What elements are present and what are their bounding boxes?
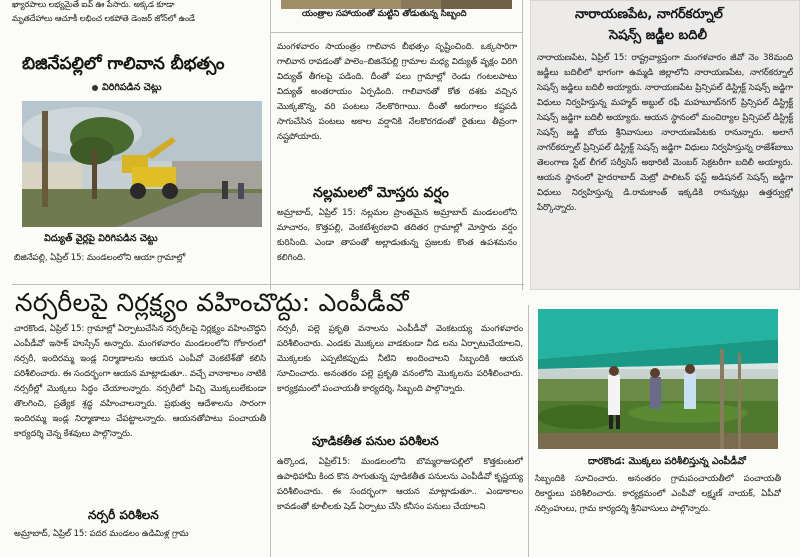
- snippet-line-1: ఖ్యారపాలు లభ్యమైతే ఐవ్ ఊ పేసారు. అక్కడ కూడా: [12, 0, 175, 9]
- bullet-icon: [92, 85, 98, 91]
- judge-transfer-box: [530, 0, 800, 290]
- nallamala-headline: నల్లమలలో మోస్తరు వర్షం: [313, 185, 449, 201]
- fallen-tree-photo: [22, 101, 262, 227]
- bijinepalli-subhead: [92, 82, 162, 95]
- column-divider: [528, 305, 529, 557]
- nursery-inspection-body: అమ్రాబాద్, ఏప్రిల్ 15: పదర మండలం ఉడిమిళ్ల గ్రామ: [14, 529, 189, 539]
- bijinepalli-photo-caption: విద్యుత్ వైర్లపై విరిగిపడిన చెట్టు: [44, 233, 158, 244]
- top-left-snippet: [12, 0, 264, 27]
- bijinepalli-dateline: బిజినేపల్లి, ఏప్రిల్ 15: మండలంలోని ఆయా గ్రామాల్లో: [14, 253, 186, 263]
- judge-headline-line2: సెషన్స్ జడ్జీల బదిలీ: [609, 28, 708, 43]
- top-excavation-photo: [281, 0, 512, 9]
- nursery-photo-caption: దారకొండ: మొక్కలు పరిశీలిస్తున్న ఎంపీడీవో: [588, 456, 746, 467]
- pudika-body: ఉర్కొండ, ఏప్రిల్15: మండలంలోని బొమ్మరాజుపల్లిలో కొత్తకుంటలో ఉపాధిహామీ కింద కొన సాగుతున్న పూడికతీత పనులను ఎంపీడీవో కృష్ణయ్య పరిశీలించారు. ఈ సందర్భంగా ఆయన మాట్లాడుతూ.. ఎండాకాలం కావడంతో కూలీలకు షెడ్ ఏర్పాటు చేసి కనీసం పనులు చేయాలని: [277, 457, 523, 512]
- nursery-inspection-photo: [538, 309, 778, 449]
- column-divider: [522, 0, 523, 290]
- column-divider: [270, 0, 271, 290]
- nursery-inspection-headline: నర్సరీ పరిశీలన: [88, 508, 159, 522]
- bijinepalli-subhead-text: విరిగిపడిన చెట్లు: [102, 82, 162, 93]
- bijinepalli-body: మంగళవారం సాయంత్రం గాలివాన బీభత్సం సృష్టించింది. ఒక్కసారిగా గాలివాన రావడంతో పాలెం–బిజినేపల్లి గ్రామాల మధ్య విద్యుత్ వృక్షం విరిగి విద్యుత్ తీగలపై పడింది. దీంతో పలు గ్రామాల్లో రెండు గంటలపాటు విద్యుత్ అంతరాయం ఏర్పడింది. గాలివానతో కోత దశకు వచ్చిన మొక్కజొన్న, వరి పంటలు నేలకొరిగాయి. దీంతో ఆరుగాలం కష్టపడి సాగుచేసిన పంటలు అకాల వర్షానికి నేలకొరగడంతో రైతులు తీవ్రంగా నష్టపోయారు.: [277, 42, 517, 142]
- section-divider: [270, 32, 522, 33]
- section-divider: [12, 284, 524, 285]
- nursery-column-1: చారకొండ, ఏప్రిల్ 15: గ్రామాల్లో ఏర్పాటుచేసిన నర్సరీలపై నిర్లక్ష్యం వహించొద్దని ఎంపీడీవో ఇసాక్ హుస్సేన్ అన్నారు. మంగళవారం మండలంలోని గోకారంలో నర్సరీ, ఇందిరమ్మ ఇండ్ల నిర్మాణాలను ఆయన ఎంపీవో వెంకటేశ్‌తో కలిసి పరిశీలించారు. ఈ సందర్భంగా ఆయన మాట్లాడుతూ.. వచ్చే వానాకాలం నాటికి నర్సరీల్లో మొక్కలు సిద్ధం చేయాలన్నారు. నర్సరీలో పిచ్చి మొక్కలులేకుండా తొలగించి, ప్రత్యేక శ్రద్ధ వహించాలన్నారు. ప్రభుత్వ ఆదేశాలను సారంగా ఇందిరమ్మ ఇండ్ల నిర్మాణాలు చేపట్టాలన్నారు. ఆయనతోపాటు పంచాయతీ కార్యదర్శి చెన్న కేశవులు పాల్గొన్నారు.: [14, 324, 266, 439]
- bijinepalli-headline: బిజినేపల్లిలో గాలివాన బీభత్సం: [22, 54, 225, 74]
- column-divider: [270, 320, 271, 557]
- top-photo-caption: యంత్రాల సహాయంతో మట్టిని తోడుతున్న సిబ్బంది: [302, 9, 467, 19]
- nallamala-body: అమ్రాబాద్, ఏప్రిల్ 15: నల్లమల ప్రాంతమైన అమ్రాబాద్ మండలంలోని మాచారం, కొత్తపల్లి, వెంకటేశ్వరబావి తదితర గ్రామాల్లో మోస్తారు వర్షం కురిసింది. ఎండా తాపంతో అల్లాడుతున్న ప్రజలకు కొంత ఉపశమనం కలిగింది.: [277, 208, 517, 263]
- judge-headline-line1: నారాయణపేట, నాగర్‌కర్నూల్: [575, 7, 723, 22]
- snippet-line-2: మృతదేహాలు ఆచూకీ లభించ లకపోతె డెంజర్ జోన్‌లో ఉండే: [12, 13, 196, 23]
- nursery-headline: నర్సరీలపై నిర్లక్ష్యం వహించొద్దు: ఎంపీడీవో: [15, 288, 409, 317]
- nursery-column-2: నర్సరీ, పల్లె ప్రకృతి వనాలను ఎంపీడీవో వెంకటయ్య మంగళవారం పరిశీలించారు. ఎండకు మొక్కలు వాడకుండా నీడ లను ఏర్పాటుచేయాలని, మొక్కలకు ఎప్పటికప్పుడు నీటిని అందించాలని సిబ్బందికి ఆయన సూచించారు. అనంతరం పల్లె ప్రకృతి వనంలోని మొక్కలను పరిశీలించారు. కార్యక్రమంలో పంచాయతీ కార్యదర్శి, సిబ్బంది పాల్గొన్నారు.: [277, 324, 523, 394]
- pudika-headline: పూడికతీత పనుల పరిశీలన: [312, 434, 439, 448]
- nursery-column-3: సిబ్బందికి సూచించారు. అనంతరం గ్రామపంచాయతీలో పంచాయతీ రికార్డులు పరిశీలించారు. కార్యక్రమంలో ఎంపీవో లక్ష్మణ్ నాయక్, ఏపీవో నర్సింహులు, గ్రామ కార్యదర్శి శ్రీనివాసులు పాల్గొన్నారు.: [535, 474, 781, 514]
- judge-transfer-body: నారాయణపేట, ఏప్రిల్ 15: రాష్ట్రవ్యాప్తంగా మంగళవారం జీవో నెం 38మంది జడ్జీలు బదిలీలో భాగంగా ఉమ్మడి జిల్లాలోని నారాయణపేట, నాగర్‌కర్నూల్ సెషన్స్ జడ్జిలు బదిలీ అయ్యారు. నారాయణపేట ప్రిన్సిపల్ డిస్ట్రిక్ట్ సెషన్స్ జడ్జిగా విధులు నిర్వహిస్తున్న మహ్మద్ అబ్దుల్ రఫీ మహబూబ్‌నగర్ ప్రిన్సిపల్ డిస్ట్రిక్ట్ సెషన్స్ జడ్జిగా బదిలీ అయ్యారు. ఆయన స్థానంలో మంచిర్యాల ప్రిన్సిపల్ డిస్ట్రిక్ట్ సెషన్స్ జడ్జి బోయ శ్రీనివాసులు నారాయణపేటకు రానున్నారు. అలాగే నాగర్‌కర్నూల్ ప్రిన్సిపల్ డిస్ట్రిక్ట్ సెషన్స్ జడ్జిగా విధులు నిర్వహిస్తున్న రాజేశ్‌బాబు తెలంగాణ స్టేట్ లీగల్ సర్వీసెస్ అథారిటీ మెంబర్ సెక్రటరీగా బదిలీ అయ్యారు. ఆయన స్థానంలో హైదరాబాద్ మెట్రో పాలిటన్ ఫస్ట్ అడిషనల్ సెషన్స్ జడ్జిగా విధులు నిర్వహిస్తున్న డి.రామకాంత్ ఇక్కడికి రానున్నట్లు ఉత్తర్వుల్లో పేర్కొన్నారు.: [537, 53, 793, 213]
